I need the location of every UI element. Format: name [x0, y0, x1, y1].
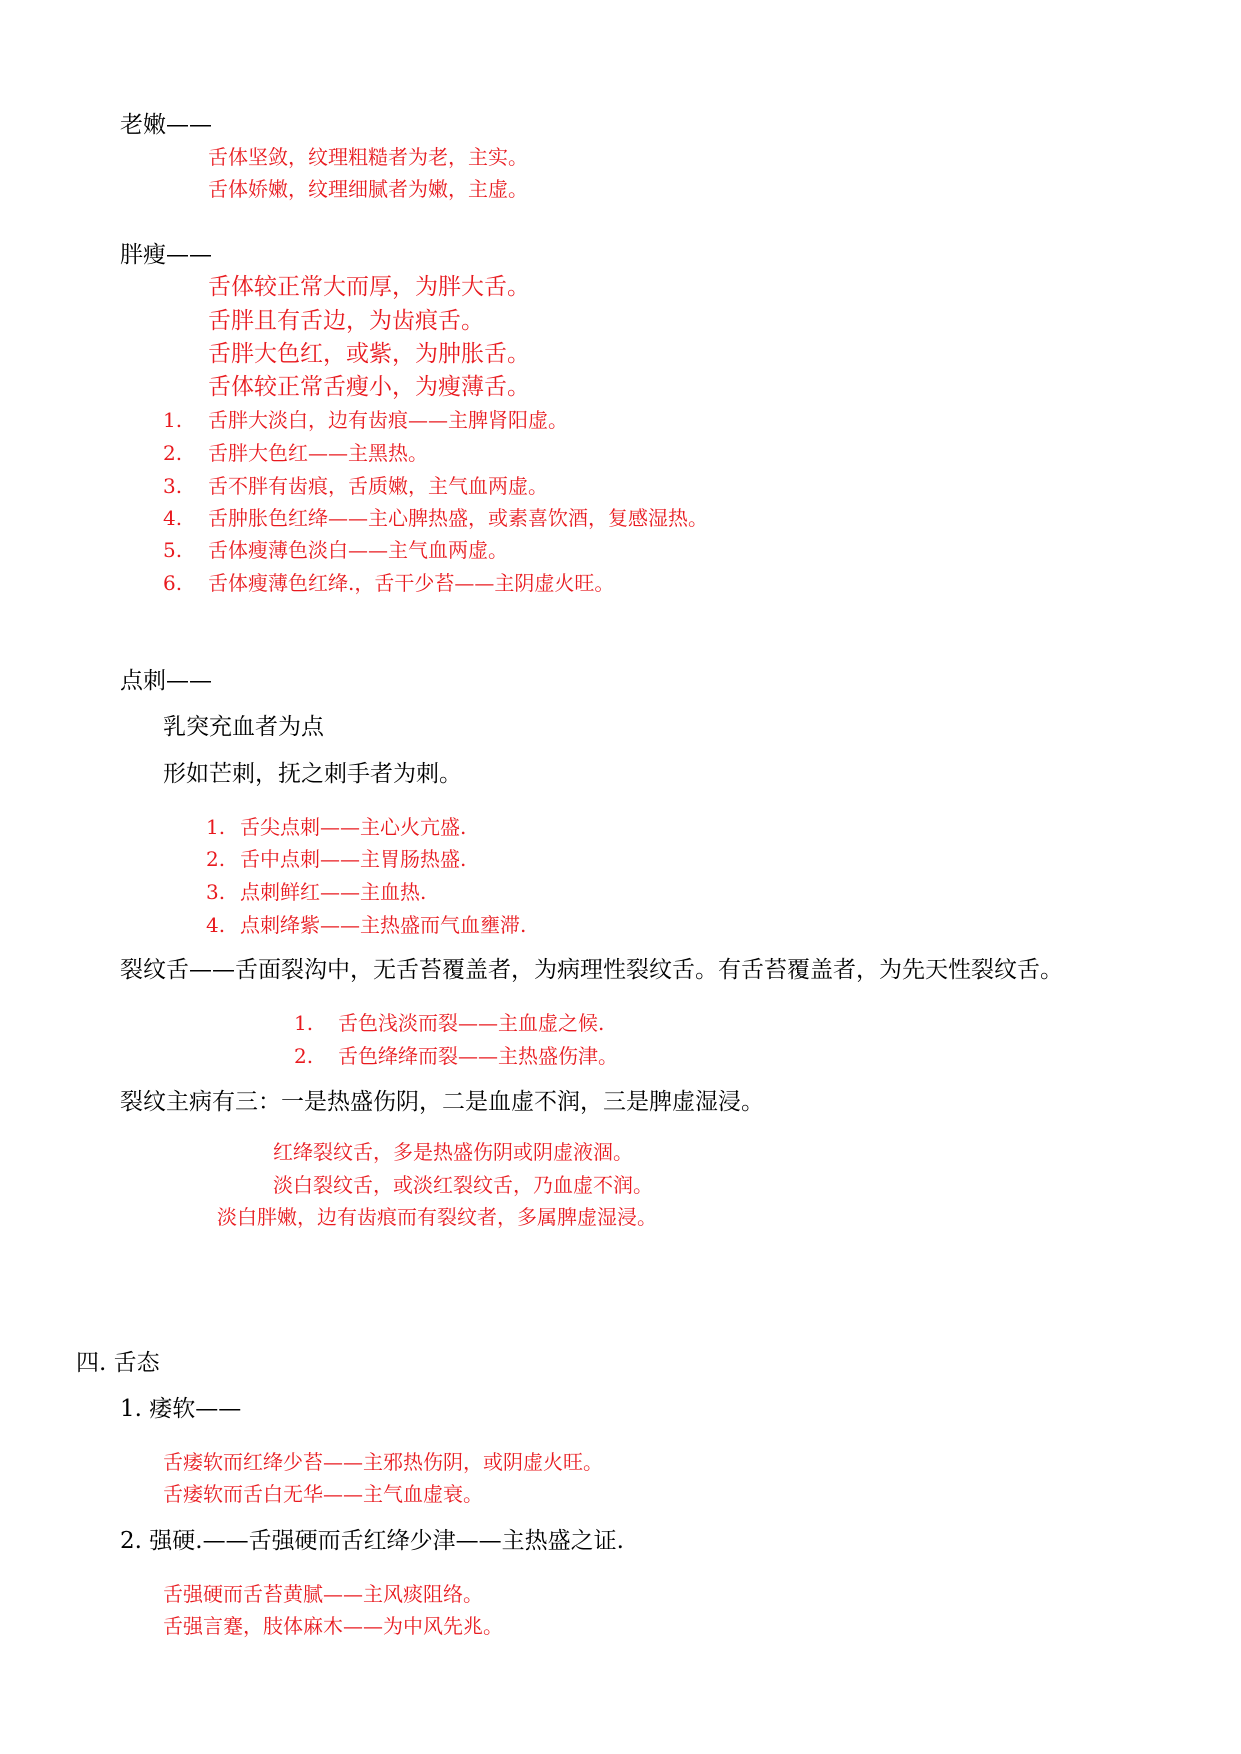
dianci-item-3-num: 3.: [206, 880, 226, 904]
pangshou-item-3-text: 舌不胖有齿痕，舌质嫩，主气血两虚。: [208, 474, 548, 498]
weiruan-heading: 1. 痿软——: [120, 1396, 242, 1422]
pangshou-def-2: 舌胖且有舌边，为齿痕舌。: [208, 308, 484, 334]
pangshou-item-4-num: 4.: [163, 506, 183, 530]
liewen-heading: 裂纹舌——舌面裂沟中，无舌苔覆盖者，为病理性裂纹舌。有舌苔覆盖者，为先天性裂纹舌。: [120, 957, 1063, 983]
weiruan-line-2: 舌痿软而舌白无华——主气血虚衰。: [163, 1482, 483, 1506]
pangshou-item-2-text: 舌胖大色红——主黑热。: [208, 441, 428, 465]
pangshou-item-6-num: 6.: [163, 571, 183, 595]
pangshou-def-4: 舌体较正常舌瘦小，为瘦薄舌。: [208, 374, 530, 400]
liewen-note-2: 淡白裂纹舌，或淡红裂纹舌，乃血虚不润。: [273, 1173, 653, 1197]
dianci-item-4-text: 点刺绛紫——主热盛而气血壅滞.: [240, 913, 527, 937]
dianci-def-1: 乳突充血者为点: [163, 714, 324, 740]
pangshou-item-3-num: 3.: [163, 474, 183, 498]
pangshou-item-4-text: 舌肿胀色红绛——主心脾热盛，或素喜饮酒，复感湿热。: [208, 506, 708, 530]
qiangying-line-2: 舌强言蹇，肢体麻木——为中风先兆。: [163, 1614, 503, 1638]
dianci-item-1-text: 舌尖点刺——主心火亢盛.: [240, 815, 467, 839]
pangshou-item-1-text: 舌胖大淡白，边有齿痕——主脾肾阳虚。: [208, 408, 568, 432]
pangshou-item-6-text: 舌体瘦薄色红绛.，舌干少苔——主阴虚火旺。: [208, 571, 615, 595]
liewen-item-1-num: 1.: [294, 1011, 314, 1035]
qiangying-heading: 2. 强硬.——舌强硬而舌红绛少津——主热盛之证.: [120, 1528, 624, 1554]
pangshou-def-3: 舌胖大色红，或紫，为肿胀舌。: [208, 341, 530, 367]
dianci-item-3-text: 点刺鲜红——主血热.: [240, 880, 427, 904]
dianci-def-2: 形如芒刺，抚之刺手者为刺。: [163, 761, 462, 787]
shetai-heading: 四. 舌态: [76, 1350, 160, 1376]
laonen-line-1: 舌体坚敛，纹理粗糙者为老，主实。: [208, 145, 528, 169]
laonen-heading: 老嫩——: [120, 112, 212, 138]
pangshou-def-1: 舌体较正常大而厚，为胖大舌。: [208, 274, 530, 300]
dianci-item-1-num: 1.: [206, 815, 226, 839]
liewen-summary: 裂纹主病有三：一是热盛伤阴，二是血虚不润，三是脾虚湿浸。: [120, 1089, 764, 1115]
weiruan-line-1: 舌痿软而红绛少苔——主邪热伤阴，或阴虚火旺。: [163, 1450, 603, 1474]
dianci-heading: 点刺——: [120, 668, 212, 694]
liewen-note-1: 红绛裂纹舌，多是热盛伤阴或阴虚液涸。: [273, 1140, 633, 1164]
laonen-line-2: 舌体娇嫩，纹理细腻者为嫩，主虚。: [208, 177, 528, 201]
dianci-item-2-num: 2.: [206, 847, 226, 871]
pangshou-item-1-num: 1.: [163, 408, 183, 432]
dianci-item-4-num: 4.: [206, 913, 226, 937]
pangshou-item-5-text: 舌体瘦薄色淡白——主气血两虚。: [208, 538, 508, 562]
liewen-note-3: 淡白胖嫩，边有齿痕而有裂纹者，多属脾虚湿浸。: [217, 1205, 657, 1229]
liewen-item-2-num: 2.: [294, 1044, 314, 1068]
liewen-item-2-text: 舌色绛绛而裂——主热盛伤津。: [338, 1044, 618, 1068]
dianci-item-2-text: 舌中点刺——主胃肠热盛.: [240, 847, 467, 871]
pangshou-item-5-num: 5.: [163, 538, 183, 562]
pangshou-item-2-num: 2.: [163, 441, 183, 465]
liewen-item-1-text: 舌色浅淡而裂——主血虚之候.: [338, 1011, 605, 1035]
qiangying-line-1: 舌强硬而舌苔黄腻——主风痰阻络。: [163, 1582, 483, 1606]
pangshou-heading: 胖瘦——: [120, 242, 212, 268]
